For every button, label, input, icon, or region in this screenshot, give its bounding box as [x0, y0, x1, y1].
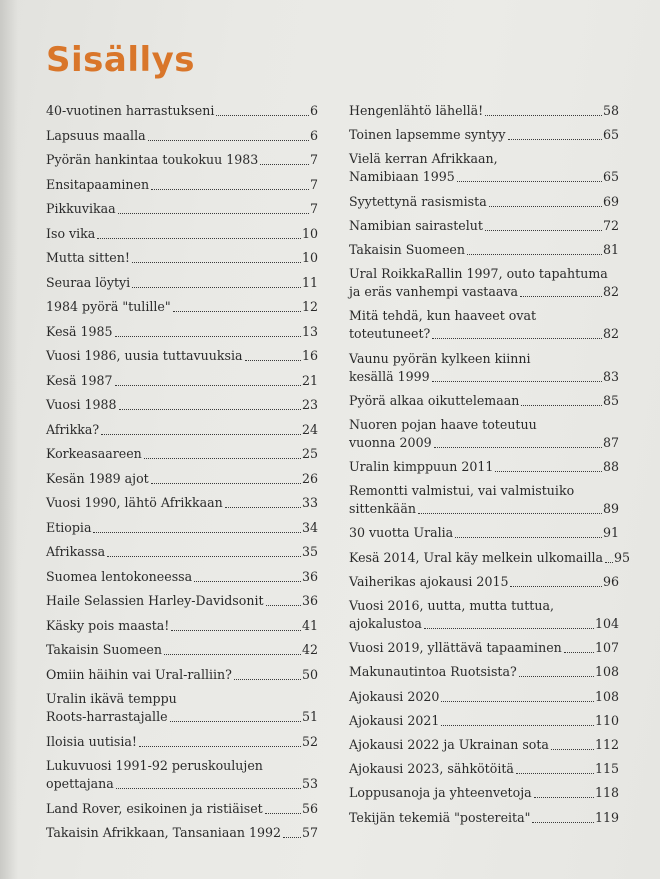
toc-entry-page-number: 110: [594, 712, 619, 728]
toc-entry: [46, 690, 318, 726]
toc-entry-title: Korkeasaareen: [46, 446, 142, 461]
toc-entry-page-number: 91: [602, 525, 619, 541]
toc-entry: [46, 470, 318, 488]
toc-entry-title: Ajokausi 2023, sähkötöitä: [349, 761, 514, 777]
toc-entry: [349, 663, 619, 681]
toc-entry-page-number: 82: [602, 326, 619, 342]
toc-entry-title: Vuosi 2016, uutta, mutta tuttua,: [349, 598, 554, 613]
toc-entry: [349, 416, 619, 452]
toc-entry: [349, 126, 619, 144]
dot-leader: [260, 163, 309, 165]
dot-leader: [151, 188, 309, 190]
dot-leader: [132, 286, 301, 288]
toc-entry: [46, 733, 318, 751]
toc-entry-page-number: 36: [301, 593, 318, 608]
dot-leader: [467, 253, 602, 255]
toc-entry-page-number: 96: [602, 573, 619, 589]
dot-leader: [144, 457, 301, 459]
toc-entry: [349, 482, 619, 518]
toc-entry-title: sittenkään: [349, 501, 416, 517]
toc-entry: [349, 712, 619, 730]
toc-entry-title: Kesä 1985: [46, 323, 113, 339]
toc-entry-title: Lukuvuosi 1991-92 peruskoulujen: [46, 758, 263, 773]
toc-entry-title: toteutuneet?: [349, 326, 431, 342]
dot-leader: [170, 720, 301, 722]
dot-leader: [532, 821, 594, 823]
toc-entry-title: Namibiaan 1995: [349, 169, 455, 185]
toc-entry: [349, 217, 619, 235]
toc-entry-title: Kesän 1989 ajot: [46, 470, 149, 486]
dot-leader: [521, 404, 602, 406]
page-title: Sisällys: [46, 40, 196, 80]
dot-leader: [107, 555, 301, 557]
toc-entry-page-number: 52: [301, 733, 318, 749]
toc-entry-title: Takaisin Afrikkaan, Tansaniaan 1992: [46, 825, 282, 840]
toc-entry-title: Kesä 1987: [46, 372, 113, 388]
toc-entry-title: Toinen lapsemme syntyy: [349, 127, 506, 143]
toc-entry-title: Nuoren pojan haave toteutuu: [349, 416, 537, 432]
dot-leader: [605, 561, 613, 563]
dot-leader: [434, 446, 602, 448]
toc-entry-title: Vuosi 1988: [46, 397, 117, 412]
toc-entry-page-number: 36: [301, 568, 318, 584]
toc-entry: [349, 307, 619, 343]
dot-leader: [441, 700, 594, 702]
toc-entry: [349, 350, 619, 386]
toc-entry: [46, 102, 318, 120]
dot-leader: [489, 205, 602, 207]
toc-entry-page-number: 58: [602, 103, 619, 118]
toc-entry-title: Land Rover, esikoinen ja ristiäiset: [46, 800, 263, 816]
toc-entry-title: Iloisia uutisia!: [46, 733, 137, 749]
dot-leader: [485, 229, 602, 231]
toc-entry-title: Afrikassa: [46, 544, 106, 559]
toc-entry-title: Käsky pois maasta!: [46, 617, 170, 633]
toc-entry-page-number: 108: [594, 664, 619, 680]
toc-entry-title: Mutta sitten!: [46, 250, 130, 265]
dot-leader: [510, 585, 601, 587]
toc-entry-title: Loppusanoja ja yhteenvetoja: [349, 785, 532, 801]
dot-leader: [225, 506, 301, 508]
toc-entry: [46, 127, 318, 145]
toc-entry-page-number: 34: [301, 519, 318, 535]
toc-entry-page-number: 6: [309, 103, 318, 118]
toc-entry: [46, 225, 318, 243]
toc-entry-title: Pyörä alkaa oikuttelemaan: [349, 392, 520, 408]
toc-entry: [46, 249, 318, 267]
toc-entry-title: Ural RoikkaRallin 1997, outo tapahtuma: [349, 266, 608, 282]
toc-entry-title: Vuosi 1986, uusia tuttavuuksia: [46, 348, 243, 363]
toc-entry-title: ajokalustoa: [349, 616, 422, 631]
toc-entry: [46, 494, 318, 512]
toc-entry-title: vuonna 2009: [349, 434, 432, 450]
toc-entry-title: 1984 pyörä "tulille": [46, 299, 171, 314]
dot-leader: [119, 408, 301, 410]
dot-leader: [164, 653, 301, 655]
dot-leader: [115, 384, 301, 386]
toc-entry-page-number: 112: [594, 736, 619, 752]
toc-entry-page-number: 21: [301, 372, 318, 388]
toc-entry-title: Ensitapaaminen: [46, 176, 150, 192]
toc-entry-page-number: 53: [301, 776, 318, 791]
toc-entry-page-number: 65: [602, 127, 619, 143]
toc-entry-page-number: 82: [602, 284, 619, 300]
toc-entry: [46, 543, 318, 561]
toc-entry: [46, 666, 318, 684]
dot-leader: [441, 724, 594, 726]
dot-leader: [234, 678, 301, 680]
toc-entry: [349, 392, 619, 410]
toc-entry-page-number: 50: [301, 666, 318, 682]
page-gutter-shadow: [0, 0, 18, 879]
toc-entry-page-number: 7: [309, 176, 318, 192]
dot-leader: [519, 675, 594, 677]
toc-entry: [349, 241, 619, 259]
toc-entry-title: Seuraa löytyi: [46, 274, 131, 290]
toc-entry: [349, 458, 619, 476]
dot-leader: [520, 295, 602, 297]
dot-leader: [194, 580, 301, 582]
toc-entry-title: Hengenlähtö lähellä!: [349, 103, 484, 118]
toc-entry: [349, 193, 619, 211]
dot-leader: [115, 335, 301, 337]
dot-leader: [245, 359, 301, 361]
toc-entry-title: Ajokausi 2022 ja Ukrainan sota: [349, 736, 549, 752]
toc-entry-page-number: 23: [301, 397, 318, 412]
toc-entry-title: Vaunu pyörän kylkeen kiinni: [349, 350, 531, 366]
toc-entry: [46, 421, 318, 439]
toc-entry: [46, 445, 318, 463]
toc-entry-title: Iso vika: [46, 225, 96, 241]
toc-entry-title: 40-vuotinen harrastukseni: [46, 103, 215, 118]
toc-entry: [349, 597, 619, 633]
toc-entry: [349, 549, 631, 567]
toc-entry-title: Roots-harrastajalle: [46, 709, 168, 724]
dot-leader: [101, 433, 301, 435]
toc-entry: [46, 617, 318, 635]
toc-entry-title: Haile Selassien Harley-Davidsonit: [46, 593, 264, 608]
toc-entry-page-number: 83: [602, 368, 619, 384]
toc-entry: [46, 200, 318, 218]
toc-entry-title: Takaisin Suomeen: [349, 241, 465, 257]
toc-entry-title: opettajana: [46, 776, 114, 791]
toc-entry: [349, 760, 619, 778]
toc-entry-page-number: 104: [594, 616, 619, 631]
toc-entry: [46, 372, 318, 390]
toc-entry: [46, 151, 318, 169]
toc-entry-title: Tekijän tekemiä "postereita": [349, 809, 531, 825]
dot-leader: [139, 745, 301, 747]
toc-entry: [46, 568, 318, 586]
dot-leader: [216, 114, 309, 116]
toc-entry: [349, 102, 619, 120]
toc-entry: [349, 524, 619, 542]
toc-entry-title: Omiin häihin vai Ural-ralliin?: [46, 666, 232, 682]
dot-leader: [457, 180, 602, 182]
dot-leader: [485, 114, 602, 116]
toc-entry-page-number: 26: [301, 470, 318, 486]
toc-entry-title: Remontti valmistui, vai valmistuiko: [349, 483, 575, 499]
toc-entry-page-number: 108: [594, 688, 619, 704]
toc-entry-page-number: 16: [301, 348, 318, 363]
dot-leader: [151, 482, 301, 484]
toc-entry-page-number: 10: [301, 250, 318, 265]
toc-entry-page-number: 12: [301, 299, 318, 314]
toc-entry-title: Etiopia: [46, 519, 92, 535]
toc-entry-page-number: 13: [301, 323, 318, 339]
toc-entry-title: Takaisin Suomeen: [46, 642, 162, 657]
dot-leader: [132, 261, 301, 263]
toc-column-right: [349, 102, 631, 833]
toc-entry-page-number: 72: [602, 217, 619, 233]
toc-entry-page-number: 57: [301, 825, 318, 840]
toc-entry-page-number: 88: [602, 459, 619, 475]
toc-entry: [349, 639, 619, 657]
toc-entry-page-number: 85: [602, 392, 619, 408]
toc-entry-title: Vuosi 1990, lähtö Afrikkaan: [46, 495, 223, 510]
toc-entry-page-number: 42: [301, 642, 318, 657]
dot-leader: [173, 310, 301, 312]
dot-leader: [265, 812, 301, 814]
dot-leader: [418, 512, 602, 514]
toc-entry-title: Vuosi 2019, yllättävä tapaaminen: [349, 640, 562, 656]
toc-entry: [349, 784, 619, 802]
dot-leader: [551, 748, 594, 750]
dot-leader: [455, 536, 602, 538]
dot-leader: [432, 337, 602, 339]
toc-entry-title: Lapsuus maalla: [46, 127, 146, 143]
toc-entry-title: Vaiherikas ajokausi 2015: [349, 573, 509, 589]
toc-entry: [46, 592, 318, 610]
toc-entry-page-number: 35: [301, 544, 318, 559]
toc-entry-page-number: 95: [614, 549, 631, 565]
dot-leader: [283, 836, 301, 838]
dot-leader: [564, 651, 594, 653]
toc-entry: [349, 688, 619, 706]
toc-entry: [46, 176, 318, 194]
toc-entry-title: Uralin kimppuun 2011: [349, 459, 494, 475]
toc-entry: [349, 265, 619, 301]
toc-entry-title: Afrikka?: [46, 421, 100, 437]
dot-leader: [516, 772, 594, 774]
toc-entry-page-number: 118: [594, 785, 619, 801]
toc-entry: [46, 347, 318, 365]
toc-entry-page-number: 81: [602, 241, 619, 257]
toc-entry-page-number: 87: [602, 434, 619, 450]
toc-entry: [46, 323, 318, 341]
toc-entry-title: Uralin ikävä temppu: [46, 691, 177, 706]
toc-entry-title: 30 vuotta Uralia: [349, 525, 454, 541]
toc-entry: [46, 519, 318, 537]
toc-entry-page-number: 56: [301, 800, 318, 816]
toc-entry-title: Ajokausi 2020: [349, 688, 440, 704]
dot-leader: [118, 212, 309, 214]
dot-leader: [266, 604, 301, 606]
toc-entry-page-number: 7: [309, 201, 318, 216]
toc-entry: [349, 809, 619, 827]
dot-leader: [116, 787, 301, 789]
toc-entry: [349, 573, 619, 591]
toc-entry-title: Kesä 2014, Ural käy melkein ulkomailla: [349, 549, 604, 565]
toc-entry-page-number: 89: [602, 501, 619, 517]
toc-entry-page-number: 115: [594, 761, 619, 777]
toc-entry: [46, 641, 318, 659]
toc-entry-page-number: 6: [309, 127, 318, 143]
toc-entry-title: Mitä tehdä, kun haaveet ovat: [349, 308, 537, 324]
toc-entry: [46, 800, 318, 818]
toc-entry: [349, 736, 619, 754]
toc-entry-page-number: 33: [301, 495, 318, 510]
toc-entry-page-number: 7: [309, 152, 318, 167]
toc-entry-title: Syytettynä rasismista: [349, 193, 487, 209]
toc-entry-page-number: 107: [594, 640, 619, 656]
dot-leader: [508, 138, 602, 140]
toc-entry-title: Makunautintoa Ruotsista?: [349, 664, 517, 680]
toc-entry: [46, 757, 318, 793]
toc-entry-title: Ajokausi 2021: [349, 712, 440, 728]
dot-leader: [432, 380, 602, 382]
toc-entry-page-number: 41: [301, 617, 318, 633]
toc-entry-page-number: 51: [301, 709, 318, 724]
toc-entry: [46, 824, 318, 842]
toc-entry-page-number: 24: [301, 421, 318, 437]
dot-leader: [171, 629, 301, 631]
toc-entry-page-number: 11: [301, 274, 318, 290]
toc-column-left: [46, 102, 318, 849]
toc-entry: [46, 396, 318, 414]
toc-entry-title: Suomea lentokoneessa: [46, 568, 193, 584]
toc-entry-title: Vielä kerran Afrikkaan,: [349, 151, 498, 167]
toc-entry-page-number: 119: [594, 809, 619, 825]
dot-leader: [97, 237, 301, 239]
dot-leader: [424, 627, 594, 629]
toc-entry-page-number: 25: [301, 446, 318, 461]
toc-entry-title: Pikkuvikaa: [46, 201, 116, 216]
dot-leader: [495, 470, 602, 472]
toc-entry: [46, 274, 318, 292]
toc-entry-title: Pyörän hankintaa toukokuu 1983: [46, 152, 259, 167]
dot-leader: [534, 796, 594, 798]
dot-leader: [148, 139, 309, 141]
toc-entry-page-number: 10: [301, 225, 318, 241]
dot-leader: [93, 531, 301, 533]
toc-entry-title: ja eräs vanhempi vastaava: [349, 284, 518, 300]
toc-entry: [46, 298, 318, 316]
toc-entry-title: Namibian sairastelut: [349, 217, 483, 233]
toc-entry-title: kesällä 1999: [349, 368, 430, 384]
toc-entry: [349, 150, 619, 186]
toc-entry-page-number: 69: [602, 193, 619, 209]
toc-entry-page-number: 65: [602, 169, 619, 185]
